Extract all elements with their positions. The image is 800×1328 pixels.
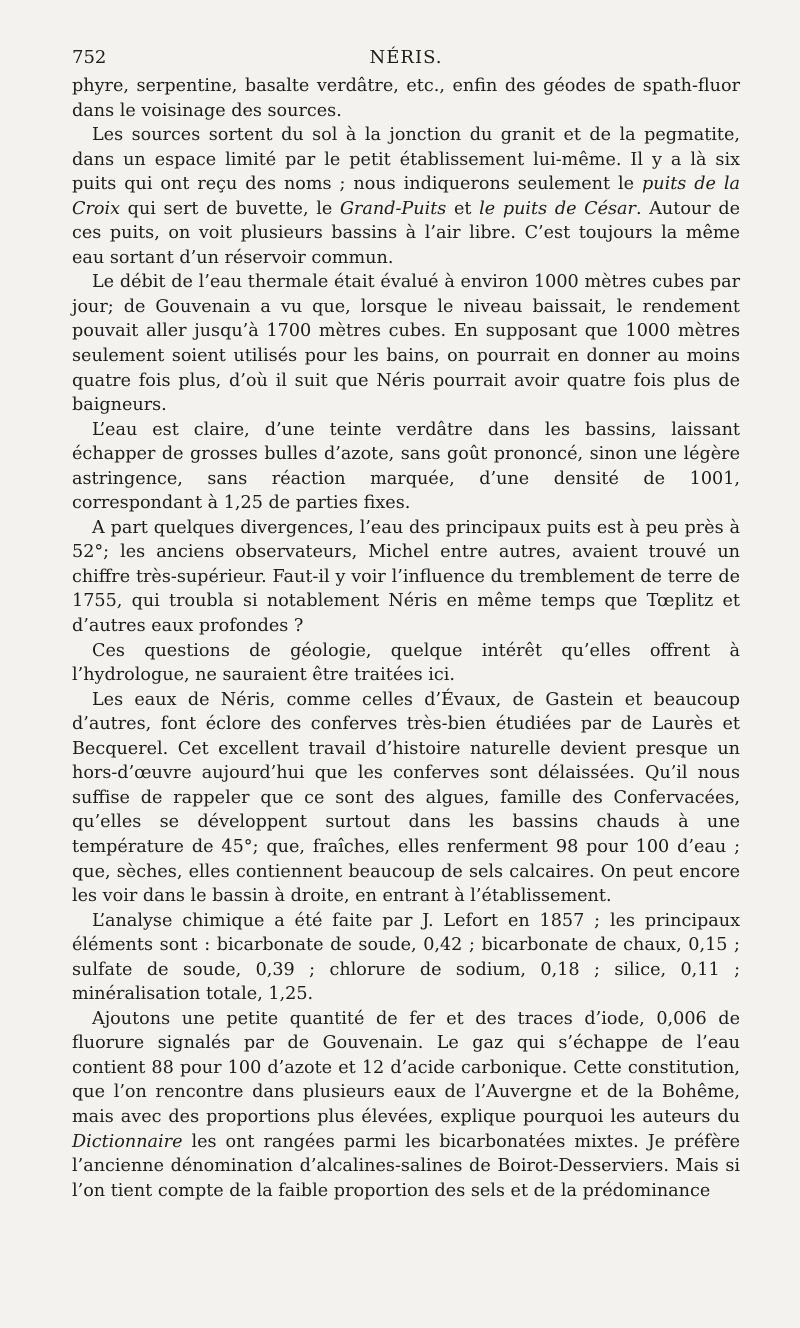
puits-de-cesar: le puits de César	[479, 198, 636, 219]
paragraph-4: L’eau est claire, d’une teinte verdâtre dans les bassins, laissant échapper de grosses bulles d’azote, sans goût prononcé, sinon une légère astringence, sans réaction marquée, d’une densité de 1001, correspondant à 1,25 de parties fixes.	[72, 419, 740, 514]
paragraph-2-text-4: . Autour de ces puits, on voit plusieurs bassins à l’air libre. C’est toujours la même eau sortant d’un réservoir commun.	[72, 198, 740, 268]
paragraph-8: L’analyse chimique a été faite par J. Lefort en 1857 ; les principaux éléments sont : bicarbonate de soude, 0,42 ; bicarbonate de chaux, 0,15 ; sulfate de soude, 0,39 ; chlorure de sodium, 0,18 ; silice, 0,11 ; minéralisation totale, 1,25.	[72, 910, 740, 1005]
paragraph-9-text-1: Ajoutons une petite quantité de fer et des traces d’iode, 0,006 de fluorure signalés par de Gouvenain. Le gaz qui s’échappe de l’eau contient 88 pour 100 d’azote et 12 d’acide carbonique. Cette constitution, que l’on rencontre dans plusieurs eaux de l’Auvergne et de la Bohême, mais avec des proportions plus élevées, explique pourquoi les auteurs du	[72, 1008, 740, 1127]
dictionnaire: Dictionnaire	[72, 1131, 183, 1152]
body-text	[72, 74, 740, 1203]
running-title: NÉRIS.	[369, 47, 443, 68]
paragraph-5: A part quelques divergences, l’eau des principaux puits est à peu près à 52°; les anciens observateurs, Michel entre autres, avaient trouvé un chiffre très-supérieur. Faut-il y voir l’influence du tremblement de terre de 1755, qui troubla si notablement Néris en même temps que Tœplitz et d’autres eaux profondes ?	[72, 517, 740, 637]
paragraph-6: Ces questions de géologie, quelque intérêt qu’elles offrent à l’hydrologue, ne sauraient être traitées ici.	[72, 640, 740, 686]
paragraph-3: Le débit de l’eau thermale était évalué à environ 1000 mètres cubes par jour; de Gouvenain a vu que, lorsque le niveau baissait, le rendement pouvait aller jusqu’à 1700 mètres cubes. En supposant que 1000 mètres seulement soient utilisés pour les bains, on pourrait en donner au moins quatre fois plus, d’où il suit que Néris pourrait avoir quatre fois plus de baigneurs.	[72, 272, 740, 416]
paragraph-2-text-1: Les sources sortent du sol à la jonction du granit et de la pegmatite, dans un espace limité par le petit établissement lui-même. Il y a là six puits qui ont reçu des noms ; nous indiquerons seulement le	[72, 125, 740, 195]
paragraph-2	[72, 123, 740, 270]
paragraph-9	[72, 1007, 740, 1203]
paragraph-7: Les eaux de Néris, comme celles d’Évaux, de Gastein et beaucoup d’autres, font éclore des conferves très-bien étudiées par de Laurès et Becquerel. Cet excellent travail d’histoire naturelle devient presque un hors-d’œuvre aujourd’hui que les conferves sont délaissées. Qu’il nous suffise de rappeler que ce sont des algues, famille des Confervacées, qu’elles se développent surtout dans les bassins chauds à une température de 45°; que, fraîches, elles renferment 98 pour 100 d’eau ; que, sèches, elles contiennent beaucoup de sels calcaires. On peut encore les voir dans le bassin à droite, en entrant à l’établissement.	[72, 689, 740, 907]
paragraph-2-text-3: et	[446, 198, 480, 219]
page-number: 752	[72, 47, 107, 68]
running-head	[72, 40, 740, 74]
paragraph-2-text-2: qui sert de buvette, le	[120, 198, 340, 219]
grand-puits: Grand-Puits	[339, 198, 447, 219]
paragraph-9-text-2: les ont rangées parmi les bicarbonatées mixtes. Je préfère l’ancienne dénomination d’alcalines-salines de Boirot-Desserviers. Mais si l’on tient compte de la faible proportion des sels et de la prédominance	[72, 1131, 740, 1201]
puits-de-la-croix: puits de la Croix	[72, 174, 741, 219]
paragraph-1: phyre, serpentine, basalte verdâtre, etc., enfin des géodes de spath-fluor dans le voisinage des sources.	[72, 76, 740, 121]
